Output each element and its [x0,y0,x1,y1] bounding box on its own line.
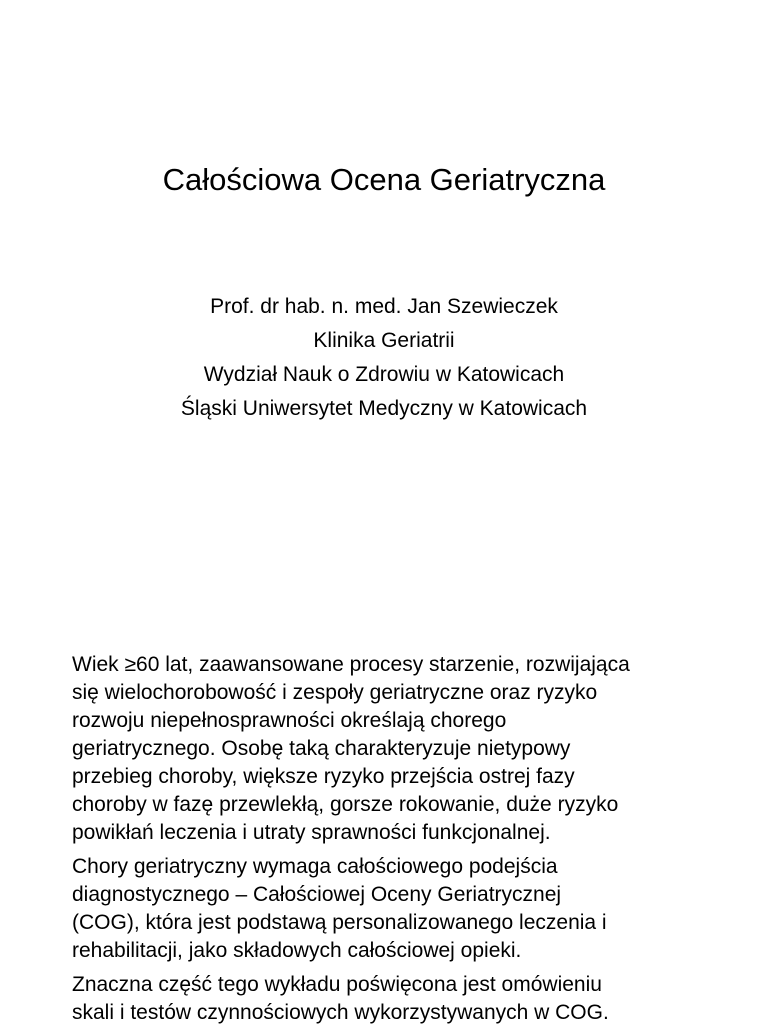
paragraph-line: geriatrycznego. Osobę taką charakteryzuje nietypowy [72,737,571,760]
paragraph-1 [72,651,712,847]
paragraph-line: choroby w fazę przewlekłą, gorsze rokowanie, duże ryzyko [72,793,619,816]
paragraph-line: rehabilitacji, jako składowych całościowej opieki. [72,939,522,962]
document-title: Całościowa Ocena Geriatryczna [162,162,606,197]
paragraph-line: diagnostycznego – Całościowej Oceny Geriatrycznej [72,883,562,906]
paragraph-line: Znaczna część tego wykładu poświęcona jest omówieniu [72,973,602,996]
author-department: Klinika Geriatrii [313,329,455,352]
author-university: Śląski Uniwersytet Medyczny w Katowicach [180,397,588,420]
body-text [72,651,712,1033]
paragraph-line: Wiek ≥60 lat, zaawansowane procesy starzenie, rozwijająca [72,653,630,676]
author-faculty: Wydział Nauk o Zdrowiu w Katowicach [203,363,565,386]
paragraph-3 [72,971,712,1027]
paragraph-line: skali i testów czynnościowych wykorzystywanych w COG. [72,1001,609,1024]
author-name: Prof. dr hab. n. med. Jan Szewieczek [210,295,558,318]
paragraph-line: (COG), która jest podstawą personalizowanego leczenia i [72,911,607,934]
paragraph-line: przebieg choroby, większe ryzyko przejścia ostrej fazy [72,765,575,788]
author-block [0,290,768,426]
paragraph-line: rozwoju niepełnosprawności określają chorego [72,709,507,732]
paragraph-line: Chory geriatryczny wymaga całościowego podejścia [72,855,558,878]
paragraph-line: się wielochorobowość i zespoły geriatryczne oraz ryzyko [72,681,598,704]
paragraph-line: powikłań leczenia i utraty sprawności funkcjonalnej. [72,821,551,844]
paragraph-2 [72,853,712,965]
